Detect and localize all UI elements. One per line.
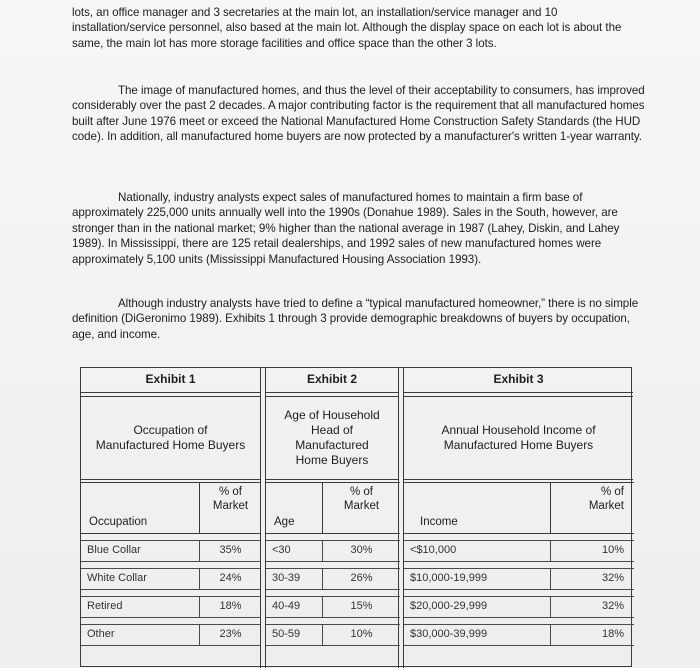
occupation-cell: Retired	[87, 600, 123, 612]
market-share-cell: 10%	[322, 625, 400, 645]
market-share-column-header: % of Market	[199, 483, 261, 533]
market-share-column-header: % of Market	[550, 483, 634, 533]
table-row	[266, 540, 400, 562]
table-row	[81, 624, 261, 646]
table-row	[81, 540, 261, 562]
table-row	[404, 540, 634, 562]
market-share-cell: 18%	[199, 597, 261, 617]
exhibits-table	[80, 367, 632, 667]
age-column-header: Age	[274, 516, 295, 528]
table-row	[266, 568, 400, 590]
occupation-column-header: Occupation	[89, 516, 148, 528]
paragraph-image-improvement: The image of manufactured homes, and thus the level of their acceptability to consumers, has improved considerably over the past 2 decades. A major contributing factor is the requirement that all manufactured homes built after June 1976 meet or exceed the National Manufactured Home Construction Safety Standards (the HUD code). In addition, all manufactured home buyers are now protected by a manufacturer's written 1-year warranty.	[72, 84, 645, 144]
occupation-cell: White Collar	[87, 572, 147, 584]
market-share-cell: 32%	[550, 569, 634, 589]
table-row	[404, 568, 634, 590]
exhibit-2-title: Exhibit 2	[266, 368, 398, 393]
market-share-cell: 18%	[550, 625, 634, 645]
table-row	[404, 596, 634, 618]
paragraph-national-sales: Nationally, industry analysts expect sales of manufactured homes to maintain a firm base of approximately 225,000 units annually well into the 1990s (Donahue 1989). Sales in the South, however, are stronger than in the national market; 9% higher than the national average in 1987 (Lahey, Diskin, and Lahey 1989). In Mississippi, there are 125 retail dealerships, and 1992 sales of new manufactured homes were approximately 5,100 units (Mississippi Manufactured Housing Association 1993).	[72, 191, 620, 266]
table-row	[266, 624, 400, 646]
exhibit-2-header	[266, 482, 400, 534]
paragraph-typical-homeowner: Although industry analysts have tried to define a “typical manufactured homeowner,” there is no simple definition (DiGeronimo 1989). Exhibits 1 through 3 provide demographic breakdowns of buyers by occupation, age, and income.	[72, 297, 639, 341]
age-cell: 50-59	[272, 628, 301, 640]
exhibit-3-title: Exhibit 3	[404, 368, 633, 393]
paragraph-staffing: lots, an office manager and 3 secretaries at the main lot, an installation/service manager and 10 installation/service personnel, also based at the main lot. Although the display space on each lot is about the same, the main lot has more storage facilities and office space than the other 3 lots.	[72, 6, 622, 50]
exhibit-1	[81, 368, 261, 668]
exhibit-1-subtitle: Occupation of Manufactured Home Buyers	[81, 396, 260, 480]
exhibit-2-subtitle: Age of Household Head of Manufactured Home Buyers	[266, 396, 398, 480]
age-cell: 30-39	[272, 572, 301, 584]
market-share-cell: 30%	[322, 541, 400, 561]
age-cell: 40-49	[272, 600, 301, 612]
market-share-cell: 10%	[550, 541, 634, 561]
exhibit-2	[265, 368, 399, 668]
age-cell: <30	[272, 544, 291, 556]
table-row	[81, 568, 261, 590]
exhibit-3-subtitle: Annual Household Income of Manufactured Home Buyers	[404, 396, 633, 480]
market-share-cell: 15%	[322, 597, 400, 617]
income-cell: $30,000-39,999	[410, 628, 488, 640]
market-share-cell: 24%	[199, 569, 261, 589]
exhibit-1-header	[81, 482, 261, 534]
occupation-cell: Blue Collar	[87, 544, 141, 556]
market-share-cell: 23%	[199, 625, 261, 645]
exhibit-3-header	[404, 482, 634, 534]
table-row	[81, 596, 261, 618]
income-cell: <$10,000	[410, 544, 457, 556]
exhibit-3	[403, 368, 633, 668]
income-cell: $20,000-29,999	[410, 600, 488, 612]
income-column-header: Income	[420, 516, 458, 528]
table-row	[266, 596, 400, 618]
market-share-column-header: % of Market	[322, 483, 400, 533]
exhibit-1-title: Exhibit 1	[81, 368, 260, 393]
occupation-cell: Other	[87, 628, 115, 640]
market-share-cell: 26%	[322, 569, 400, 589]
table-row	[404, 624, 634, 646]
income-cell: $10,000-19,999	[410, 572, 488, 584]
market-share-cell: 32%	[550, 597, 634, 617]
market-share-cell: 35%	[199, 541, 261, 561]
